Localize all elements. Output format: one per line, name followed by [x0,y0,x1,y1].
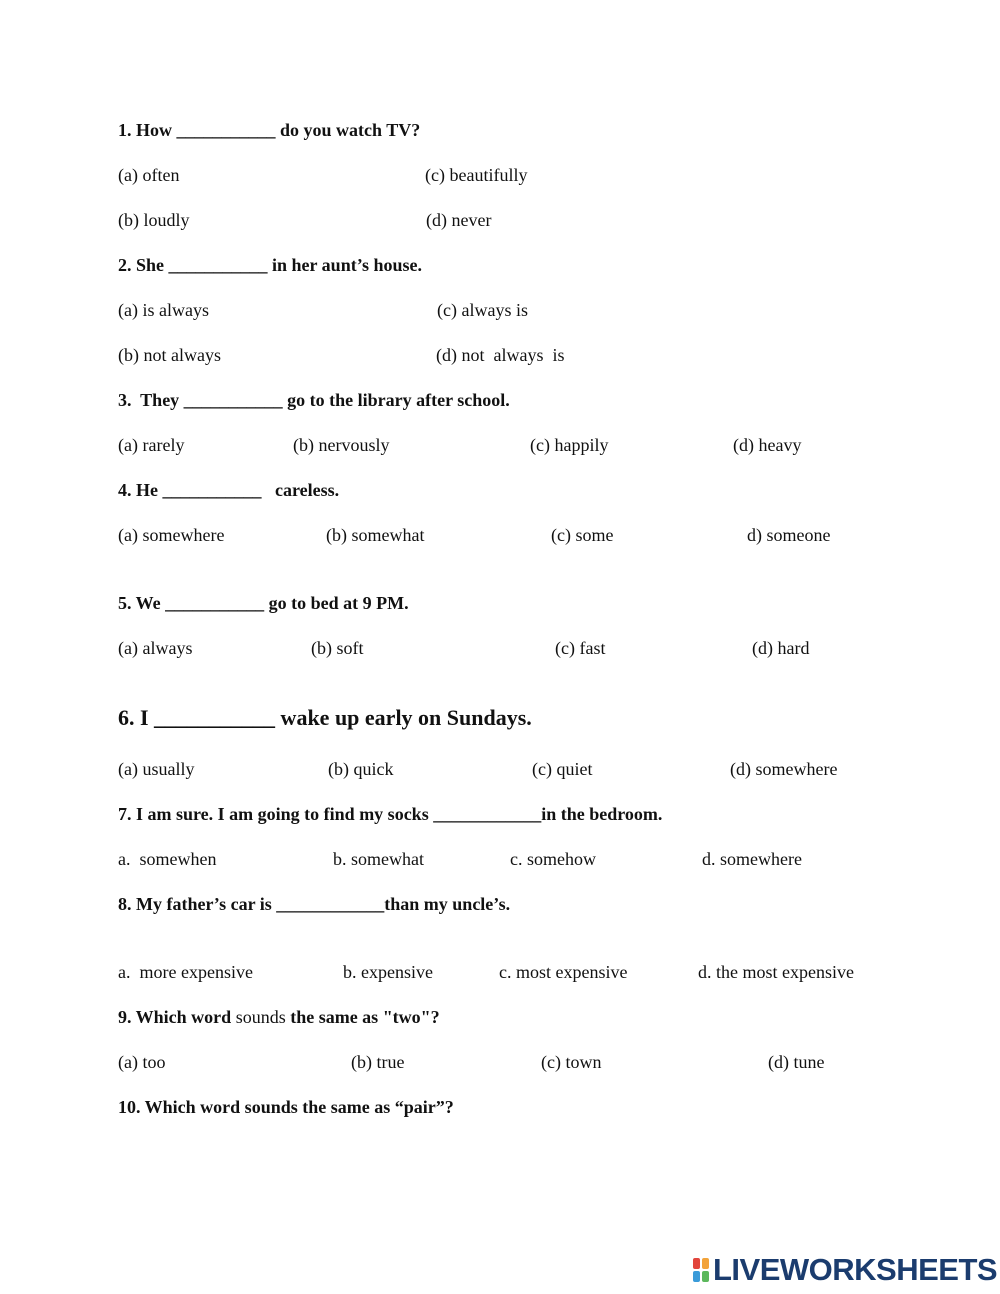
question-3-prompt: 3. They ___________ go to the library after school. [118,390,510,410]
q6-option-a: (a) usually [118,759,195,779]
q8-option-c: c. most expensive [499,962,628,982]
q4-option-c: (c) some [551,525,614,545]
q5-option-d: (d) hard [752,638,810,658]
q5-option-b: (b) soft [311,638,364,658]
q3-option-b: (b) nervously [293,435,390,455]
q2-option-a: (a) is always [118,300,209,320]
question-10-prompt: 10. Which word sounds the same as “pair”? [118,1097,454,1117]
q9-option-d: (d) tune [768,1052,825,1072]
question-2-prompt: 2. She ___________ in her aunt’s house. [118,255,423,275]
q8-option-a: a. more expensive [118,962,253,982]
question-5-prompt: 5. We ___________ go to bed at 9 PM. [118,593,409,613]
q9-prompt-part3: the same as "two"? [290,1007,440,1027]
q8-option-d: d. the most expensive [698,962,854,982]
q1-option-a: (a) often [118,165,180,185]
q7-option-b: b. somewhat [333,849,424,869]
q4-option-a: (a) somewhere [118,525,225,545]
question-7-prompt: 7. I am sure. I am going to find my socks ____________in the bedroom. [118,804,663,824]
q5-option-a: (a) always [118,638,193,658]
q4-option-d: d) someone [747,525,831,545]
q9-option-c: (c) town [541,1052,602,1072]
q6-option-b: (b) quick [328,759,394,779]
logo-text: LIVEWORKSHEETS [713,1252,998,1287]
q1-option-d: (d) never [426,210,492,230]
q6-option-d: (d) somewhere [730,759,838,779]
q1-option-b: (b) loudly [118,210,190,230]
logo-mark-icon [692,1257,710,1283]
q3-option-c: (c) happily [530,435,609,455]
question-9-prompt [118,1006,440,1028]
q7-option-d: d. somewhere [702,849,802,869]
q9-option-b: (b) true [351,1052,405,1072]
q9-option-a: (a) too [118,1052,166,1072]
q2-option-c: (c) always is [437,300,528,320]
question-6-prompt: 6. I ___________ wake up early on Sundays. [118,705,532,730]
q3-option-d: (d) heavy [733,435,802,455]
q5-option-c: (c) fast [555,638,606,658]
q2-option-b: (b) not always [118,345,221,365]
q2-option-d: (d) not always is [436,345,565,365]
q7-option-c: c. somehow [510,849,596,869]
q4-option-b: (b) somewhat [326,525,425,545]
q9-prompt-part1: 9. Which word [118,1007,232,1027]
q3-option-a: (a) rarely [118,435,185,455]
question-8-prompt: 8. My father’s car is ____________than my uncle’s. [118,894,511,914]
q8-option-b: b. expensive [343,962,433,982]
question-4-prompt: 4. He ___________ careless. [118,480,340,500]
q1-option-c: (c) beautifully [425,165,528,185]
liveworksheets-logo [692,1253,997,1287]
q6-option-c: (c) quiet [532,759,593,779]
q7-option-a: a. somewhen [118,849,217,869]
question-1-prompt: 1. How ___________ do you watch TV? [118,120,421,140]
q9-prompt-part2: sounds [231,1007,291,1027]
